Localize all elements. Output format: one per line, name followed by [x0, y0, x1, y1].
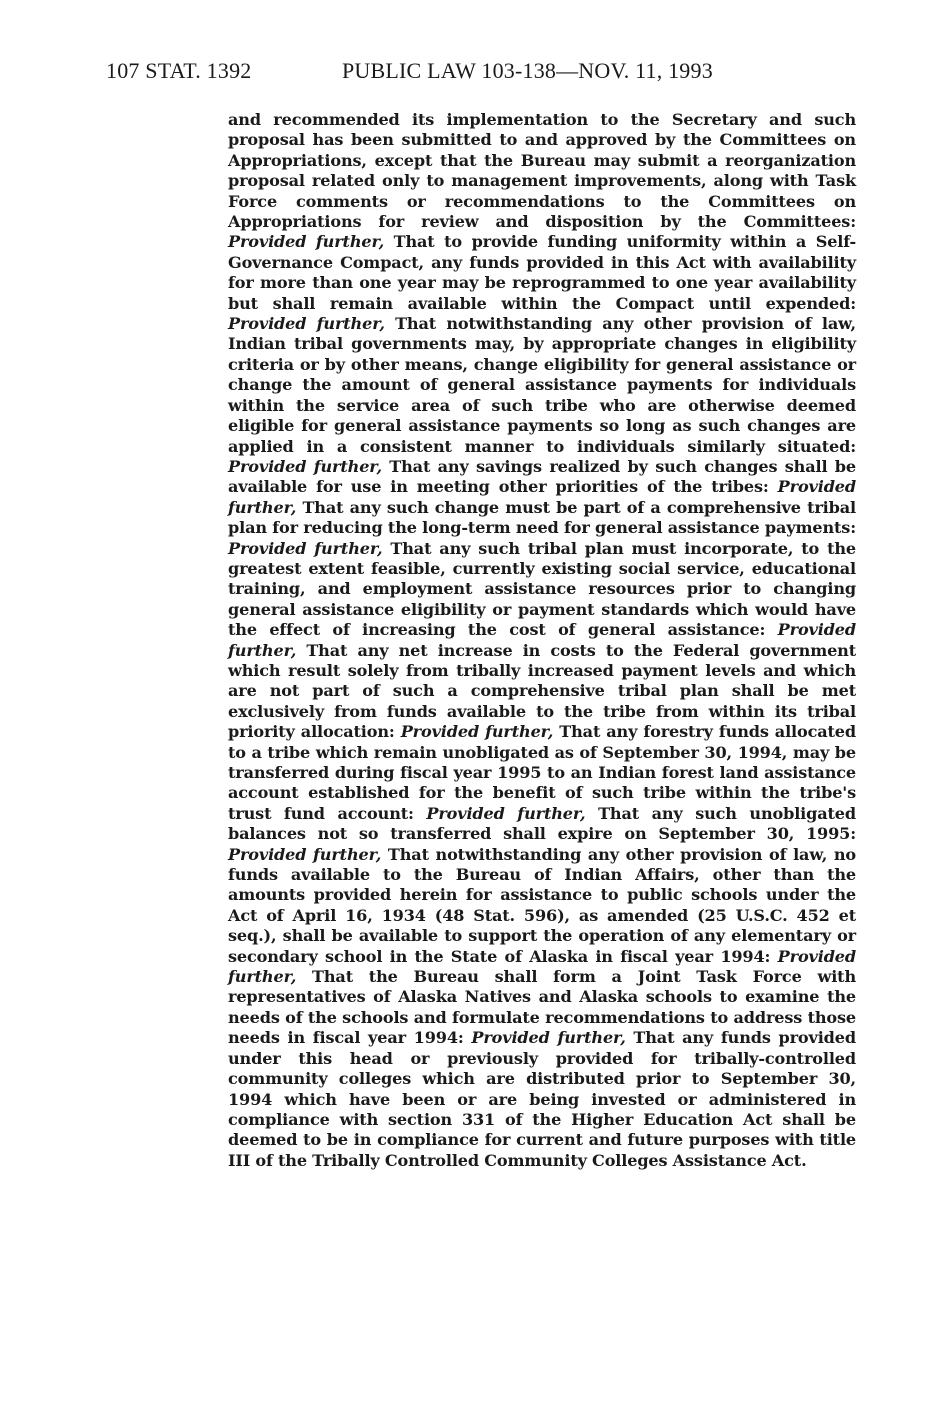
proviso-phrase: Provided further, [471, 1028, 626, 1048]
page-header [100, 58, 750, 94]
proviso-phrase: Provided further, [400, 722, 554, 742]
running-head: PUBLIC LAW 103-138—NOV. 11, 1993 [342, 58, 713, 83]
proviso-phrase: Provided further, [228, 232, 385, 252]
proviso-phrase: Provided further, [228, 538, 383, 558]
body-text-run: That any savings realized by such changes shall be available for use in meeting other priorities of the tribes: [228, 456, 856, 497]
body-text-run: That any such change must be part of a comprehensive tribal plan for reducing the long-term need for general assistance payments: [228, 497, 856, 538]
proviso-phrase: Provided further, [228, 477, 856, 517]
statute-page-number: 107 STAT. 1392 [106, 58, 252, 83]
body-text-run: That any funds provided under this head or previously provided for tribally-controlled community colleges which are distributed prior to September 30, 1994 which have been or are being invested or administered in compliance with section 331 of the Higher Education Act shall be deemed to be in compliance for current and future purposes with title III of the Tribally Controlled Community Colleges Assistance Act. [228, 1028, 856, 1170]
proviso-phrase: Provided further, [228, 314, 385, 334]
proviso-phrase: Provided further, [228, 620, 856, 660]
proviso-phrase: Provided further, [228, 946, 856, 987]
body-text-run: That any forestry funds allocated to a tribe which remain unobligated as of September 30, 1994, may be transferred during fiscal year 1995 to an Indian forest land assistance account established for the benefit of such tribe within the tribe's trust fund account: [228, 722, 856, 823]
body-text-run: and recommended its implementation to the Secretary and such proposal has been submitted to and approved by the Committees on Appropriations, except that the Bureau may submit a reorganization proposal related only to management improvements, along with Task Force comments or recommendations to the Committees on Appropriations for review and disposition by the Committees: [228, 110, 856, 232]
proviso-phrase: Provided further, [228, 456, 382, 476]
proviso-phrase: Provided further, [426, 803, 586, 823]
body-text-run: That any such tribal plan must incorporate, to the greatest extent feasible, currently existing social service, educational training, and employment assistance resources prior to changing general assistance eligibility or payment standards which would have the effect of increasing the cost of general assistance: [228, 538, 856, 640]
body-text-run: That the Bureau shall form a Joint Task Force with representatives of Alaska Natives and Alaska schools to examine the needs of the schools and formulate recommendations to address those needs in fiscal year 1994: [228, 967, 856, 1048]
body-paragraph [228, 110, 856, 1171]
body-text-run: That any net increase in costs to the Federal government which result solely from tribally increased payment levels and which are not part of such a comprehensive tribal plan shall be met exclusively from funds available to the tribe from within its tribal priority allocation: [228, 640, 856, 742]
body-text-run: That any such unobligated balances not so transferred shall expire on September 30, 1995: [228, 803, 856, 844]
body-text-run: That notwithstanding any other provision of law, no funds available to the Bureau of Indian Affairs, other than the amounts provided herein for assistance to public schools under the Act of April 16, 1934 (48 Stat. 596), as amended (25 U.S.C. 452 et seq.), shall be available to support the operation of any elementary or secondary school in the State of Alaska in fiscal year 1994: [228, 844, 856, 966]
proviso-phrase: Provided further, [228, 844, 382, 864]
body-text-run: That notwithstanding any other provision of law, Indian tribal governments may, by appropriate changes in eligibility criteria or by other means, change eligibility for general assistance or change the amount of general assistance payments for individuals within the service area of such tribe who are otherwise deemed eligible for general assistance payments so long as such changes are applied in a consistent manner to individuals similarly situated: [228, 314, 856, 456]
body-text-run: That to provide funding uniformity within a Self-Governance Compact, any funds provided in this Act with availability for more than one year may be reprogrammed to one year availability but shall remain available within the Compact until expended: [228, 232, 856, 313]
